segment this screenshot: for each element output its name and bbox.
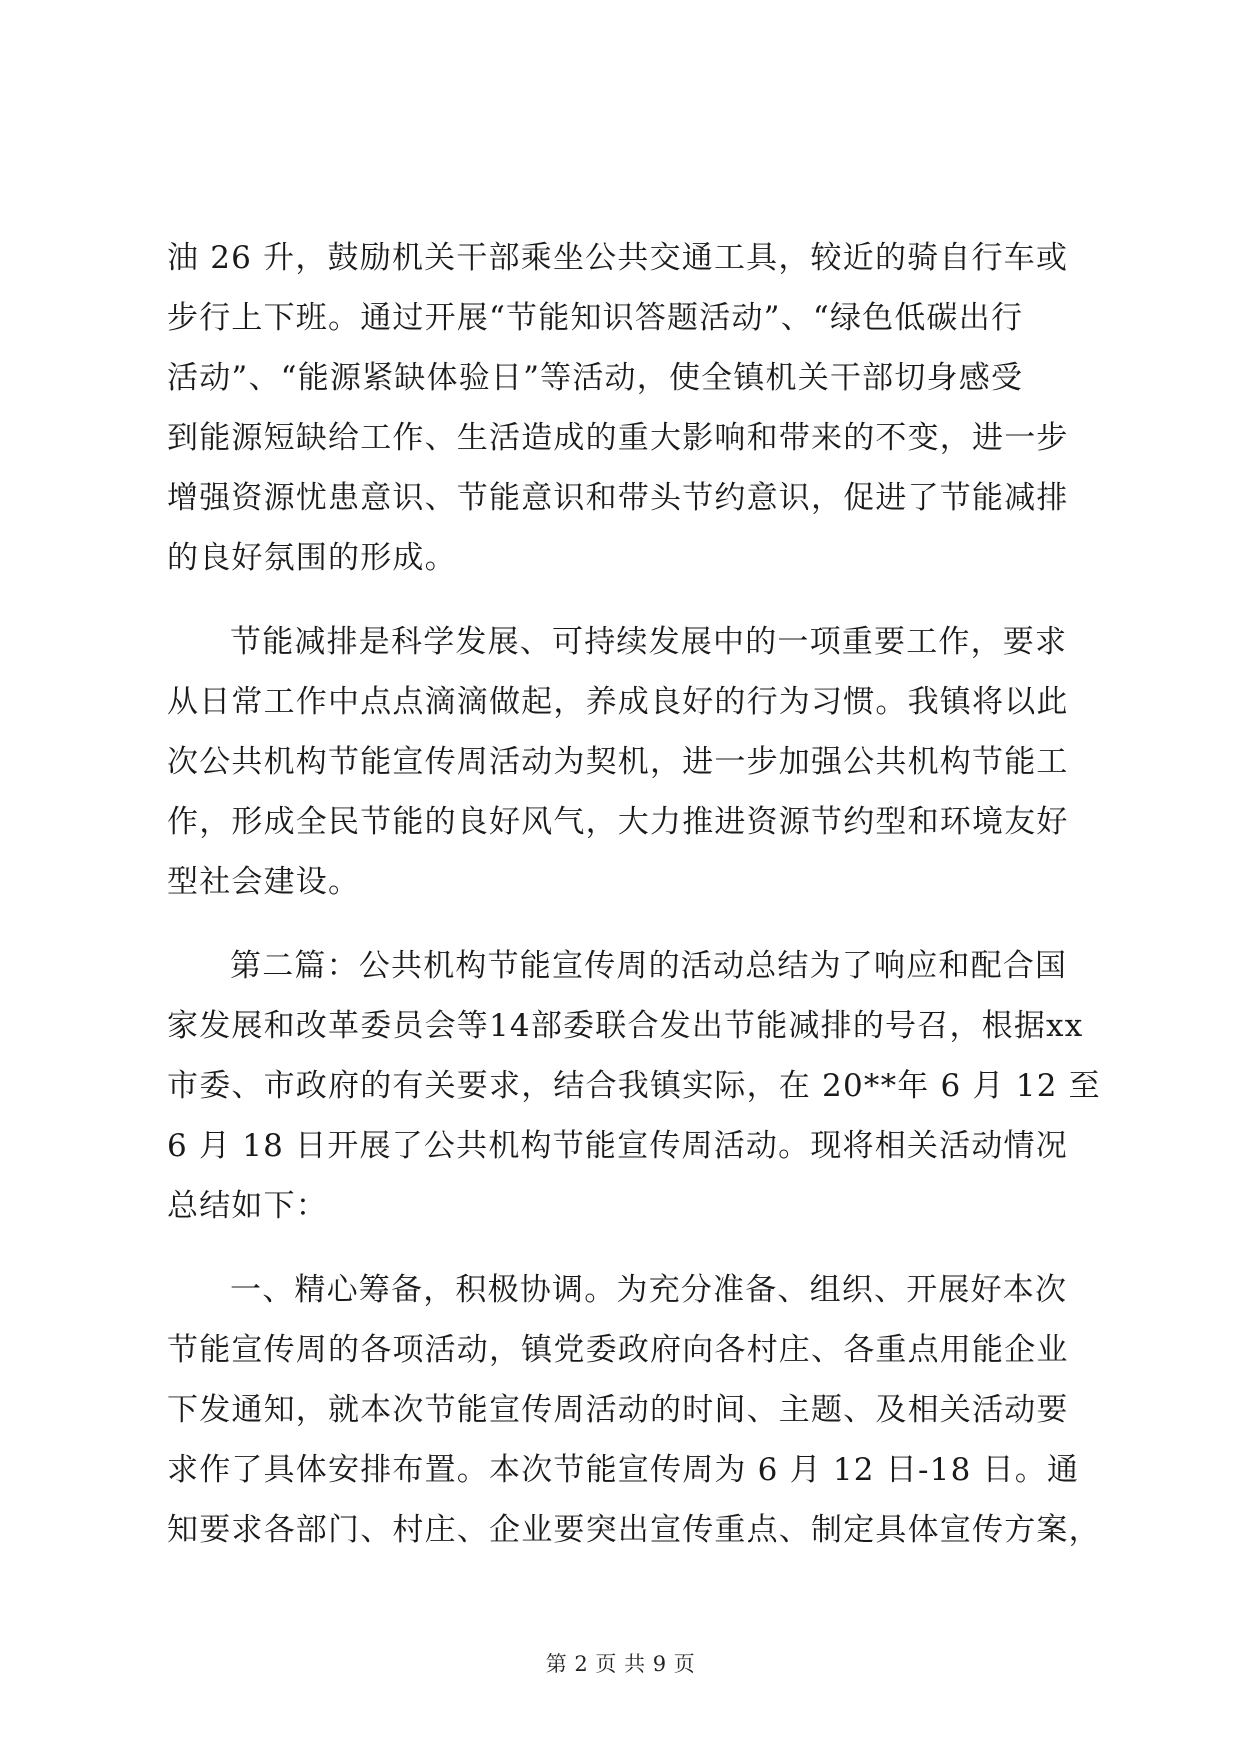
text-line: 6 月 18 日开展了公共机构节能宣传周活动。现将相关活动情况	[167, 1128, 1068, 1164]
text-line: 步行上下班。通过开展“节能知识答题活动”、“绿色低碳出行	[167, 300, 1024, 336]
text-line: 油 26 升，鼓励机关干部乘坐公共交通工具，较近的骑自行车或	[167, 240, 1069, 276]
text-line: 作，形成全民节能的良好风气，大力推进资源节约型和环境友好	[167, 804, 1069, 840]
text-line: 型社会建设。	[167, 864, 361, 900]
text-line: 市委、市政府的有关要求，结合我镇实际，在 20**年 6 月 12 至	[167, 1068, 1101, 1104]
paragraph	[167, 228, 1087, 588]
paragraph-spacer	[167, 588, 1087, 612]
text-line: 到能源短缺给工作、生活造成的重大影响和带来的不变，进一步	[167, 420, 1069, 456]
text-line: 增强资源忧患意识、节能意识和带头节约意识，促进了节能减排	[167, 480, 1069, 516]
text-line: 知要求各部门、村庄、企业要突出宣传重点、制定具体宣传方案，	[167, 1512, 1101, 1548]
document-body	[167, 228, 1101, 1560]
paragraph	[167, 612, 1087, 912]
paragraph-spacer	[167, 912, 1087, 936]
text-line: 第二篇：公共机构节能宣传周的活动总结为了响应和配合国	[230, 948, 1068, 984]
text-line: 总结如下：	[167, 1188, 328, 1224]
text-line: 求作了具体安排布置。本次节能宣传周为 6 月 12 日-18 日。通	[167, 1452, 1080, 1488]
paragraph	[167, 1260, 1101, 1560]
text-line: 下发通知，就本次节能宣传周活动的时间、主题、及相关活动要	[167, 1392, 1069, 1428]
text-line: 从日常工作中点点滴滴做起，养成良好的行为习惯。我镇将以此	[167, 684, 1069, 720]
page-number-footer: 第 2 页 共 9 页	[545, 1652, 696, 1676]
text-line: 的良好氛围的形成。	[167, 540, 457, 576]
text-line: 节能宣传周的各项活动，镇党委政府向各村庄、各重点用能企业	[167, 1332, 1069, 1368]
text-line: 节能减排是科学发展、可持续发展中的一项重要工作，要求	[230, 624, 1068, 660]
text-line: 一、精心筹备，积极协调。为充分准备、组织、开展好本次	[230, 1272, 1068, 1308]
text-line: 家发展和改革委员会等14部委联合发出节能减排的号召，根据xx	[167, 1008, 1084, 1044]
paragraph	[167, 936, 1101, 1236]
text-line: 次公共机构节能宣传周活动为契机，进一步加强公共机构节能工	[167, 744, 1069, 780]
text-line: 活动”、“能源紧缺体验日”等活动，使全镇机关干部切身感受	[167, 360, 1024, 396]
paragraph-spacer	[167, 1236, 1087, 1260]
